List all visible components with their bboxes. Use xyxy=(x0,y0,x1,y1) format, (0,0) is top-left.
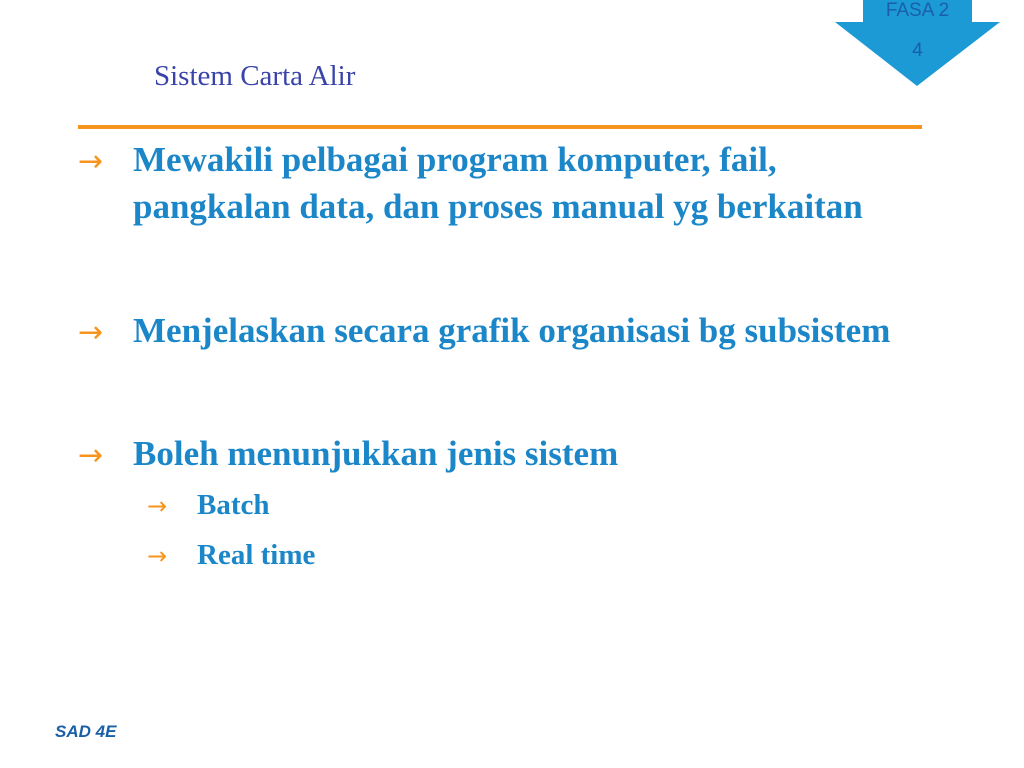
arrow-bullet-icon: → xyxy=(78,438,104,473)
sub-bullet-item xyxy=(147,537,847,573)
title-divider xyxy=(78,125,922,129)
sub-bullet-item xyxy=(147,487,847,523)
footer-label: SAD 4E xyxy=(55,722,117,741)
phase-badge-label: FASA 2 xyxy=(885,0,950,21)
sub-bullet-text: Real time xyxy=(197,539,316,571)
slide-title: Sistem Carta Alir xyxy=(154,60,356,92)
sub-bullet-text: Batch xyxy=(197,489,270,521)
arrow-bullet-icon: → xyxy=(78,315,104,350)
bullet-text: Menjelaskan secara grafik organisasi bg subsistem xyxy=(133,311,891,350)
phase-badge xyxy=(835,0,1000,86)
bullet-item xyxy=(78,307,898,354)
bullet-item xyxy=(78,430,898,477)
phase-badge-number: 4 xyxy=(912,40,923,61)
bullet-text: Mewakili pelbagai program komputer, fail, pangkalan data, dan proses manual yg berkaitan xyxy=(133,140,863,226)
arrow-bullet-icon: → xyxy=(147,542,168,570)
bullet-item xyxy=(78,136,898,230)
arrow-bullet-icon: → xyxy=(78,144,104,179)
arrow-bullet-icon: → xyxy=(147,492,168,520)
bullet-text: Boleh menunjukkan jenis sistem xyxy=(133,434,619,473)
